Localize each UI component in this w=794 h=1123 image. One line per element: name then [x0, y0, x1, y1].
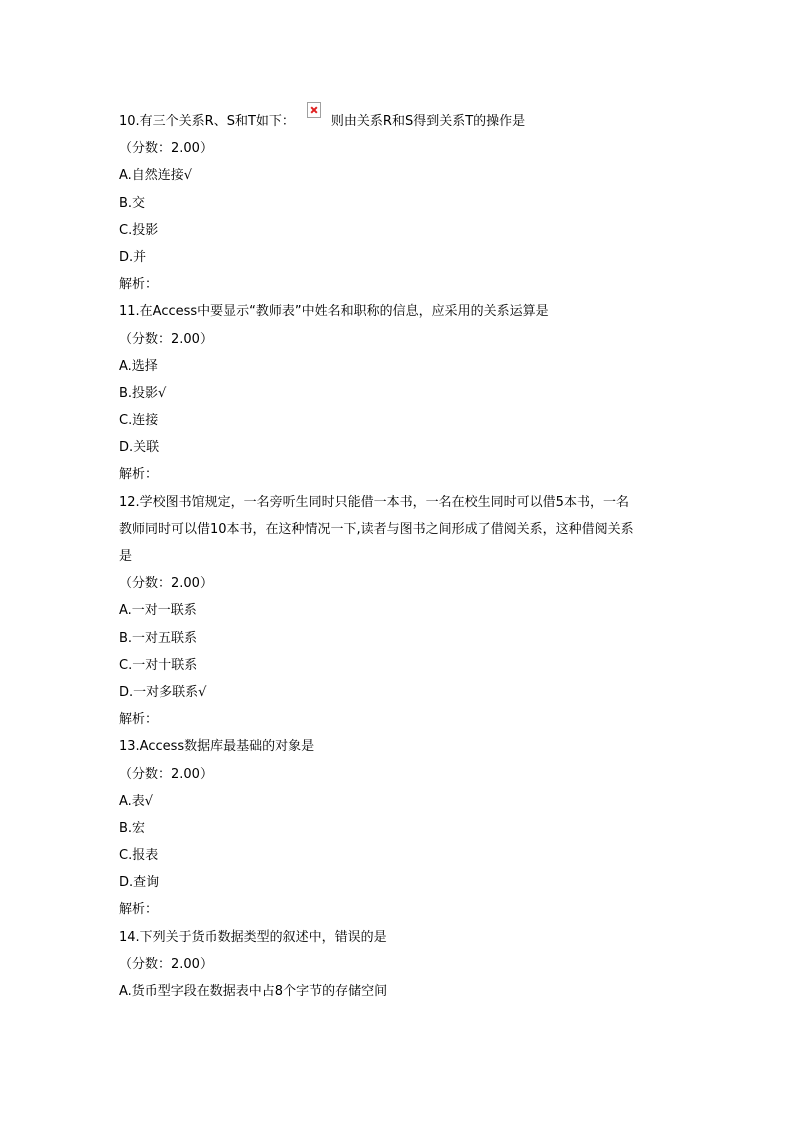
question-13-stem: 13.Access数据库最基础的对象是 — [119, 739, 315, 755]
question-10-option-c: C.投影 — [119, 222, 159, 238]
question-12-stem-line-1: 12.学校图书馆规定，一名旁听生同时只能借一本书，一名在校生同时可以借5本书，一名 — [119, 494, 629, 510]
question-11-stem: 11.在Access中要显示“教师表”中姓名和职称的信息，应采用的关系运算是 — [119, 304, 549, 320]
question-13-option-b: B.宏 — [119, 820, 146, 836]
document-page — [119, 108, 694, 1005]
question-11-option-d: D.关联 — [119, 440, 160, 456]
question-11-option-c: C.连接 — [119, 413, 159, 429]
question-12-option-a: A.一对一联系 — [119, 603, 197, 619]
question-10-option-a: A.自然连接√ — [119, 168, 193, 184]
question-13-option-a: A.表√ — [119, 793, 154, 809]
question-11-analysis: 解析： — [119, 467, 159, 483]
question-10-analysis: 解析： — [119, 277, 159, 293]
question-13-analysis: 解析： — [119, 902, 159, 918]
question-12-option-c: C.一对十联系 — [119, 657, 198, 673]
question-13-option-d: D.查询 — [119, 875, 160, 891]
question-10-stem — [119, 108, 694, 135]
question-14-score: （分数：2.00） — [119, 956, 213, 972]
question-12-option-b: B.一对五联系 — [119, 630, 198, 646]
question-11-score: （分数：2.00） — [119, 331, 213, 347]
question-12-stem-line-3: 是 — [119, 549, 133, 564]
question-12-score: （分数：2.00） — [119, 576, 213, 592]
question-12-stem-line-2: 教师同时可以借10本书，在这种情况一下,读者与图书之间形成了借阅关系，这种借阅关系 — [119, 521, 634, 537]
question-14-stem: 14.下列关于货币数据类型的叙述中，错误的是 — [119, 929, 387, 945]
question-11-option-b: B.投影√ — [119, 385, 167, 401]
question-10-option-d: D.并 — [119, 249, 147, 265]
question-11-option-a: A.选择 — [119, 358, 158, 374]
question-12-analysis: 解析： — [119, 712, 159, 728]
question-10-option-b: B.交 — [119, 195, 146, 211]
question-13-score: （分数：2.00） — [119, 766, 213, 782]
question-10-stem-after: 则由关系R和S得到关系T的操作是 — [330, 114, 526, 129]
question-14-option-a: A.货币型字段在数据表中占8个字节的存储空间 — [119, 984, 388, 999]
question-13-option-c: C.报表 — [119, 848, 159, 864]
question-10-stem-before: 10.有三个关系R、S和T如下： — [119, 114, 295, 129]
broken-image-icon — [307, 102, 321, 118]
question-10-score: （分数：2.00） — [119, 141, 213, 157]
question-12-option-d: D.一对多联系√ — [119, 684, 207, 700]
